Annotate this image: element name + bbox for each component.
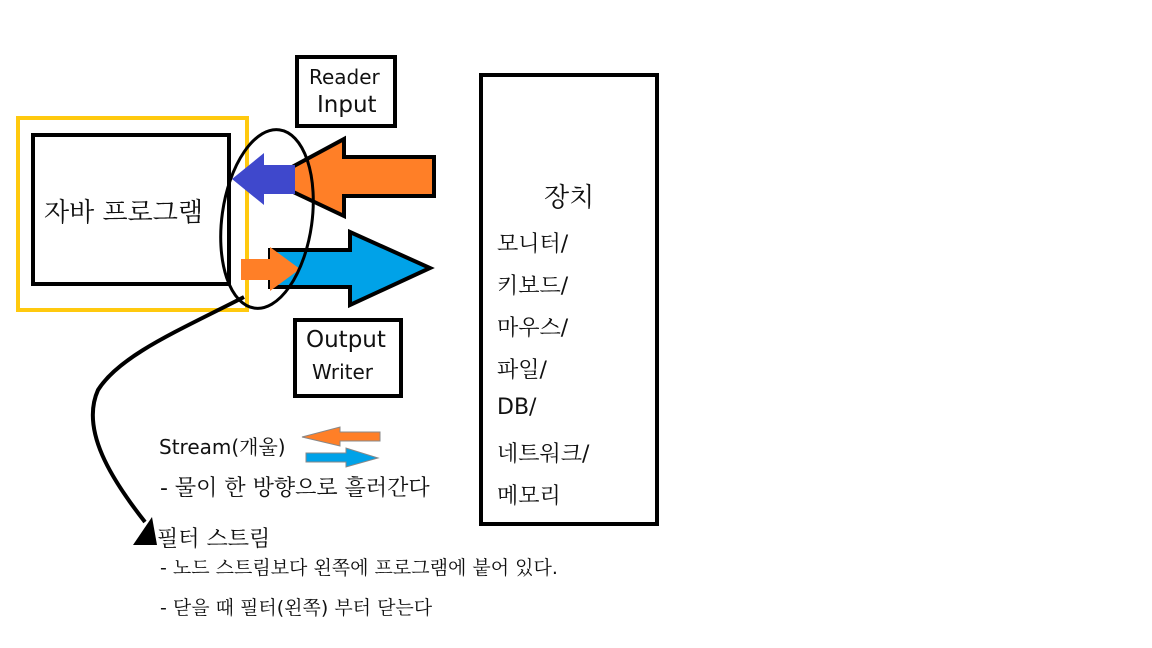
device-item-mouse: 마우스/ xyxy=(497,316,569,341)
filter-stream-title: 필터 스트림 xyxy=(157,527,271,552)
filter-stream-note-1: - 노드 스트림보다 왼쪽에 프로그램에 붙어 있다. xyxy=(160,557,558,579)
device-item-network: 네트워크/ xyxy=(497,442,590,467)
filter-input-arrow xyxy=(232,153,295,205)
stream-description: - 물이 한 방향으로 흘러간다 xyxy=(160,476,430,501)
device-box xyxy=(479,73,659,526)
legend-right-arrow xyxy=(306,448,378,467)
reader-label: Reader xyxy=(309,65,380,89)
output-label: Output xyxy=(306,327,386,353)
device-title: 장치 xyxy=(544,183,595,213)
device-item-monitor: 모니터/ xyxy=(497,232,569,257)
writer-label: Writer xyxy=(312,360,374,384)
stream-title: Stream(개울) xyxy=(159,435,286,459)
input-label-box xyxy=(295,55,397,128)
device-item-memory: 메모리 xyxy=(497,484,561,509)
java-program-label: 자바 프로그램 xyxy=(44,198,203,228)
filter-stream-note-2: - 닫을 때 필터(왼쪽) 부터 닫는다 xyxy=(160,597,433,619)
output-label-box xyxy=(293,318,403,398)
device-item-keyboard: 키보드/ xyxy=(497,274,569,299)
device-item-file: 파일/ xyxy=(497,358,547,383)
legend-left-arrow xyxy=(302,427,380,446)
device-item-db: DB/ xyxy=(497,395,537,420)
input-label: Input xyxy=(317,92,377,118)
